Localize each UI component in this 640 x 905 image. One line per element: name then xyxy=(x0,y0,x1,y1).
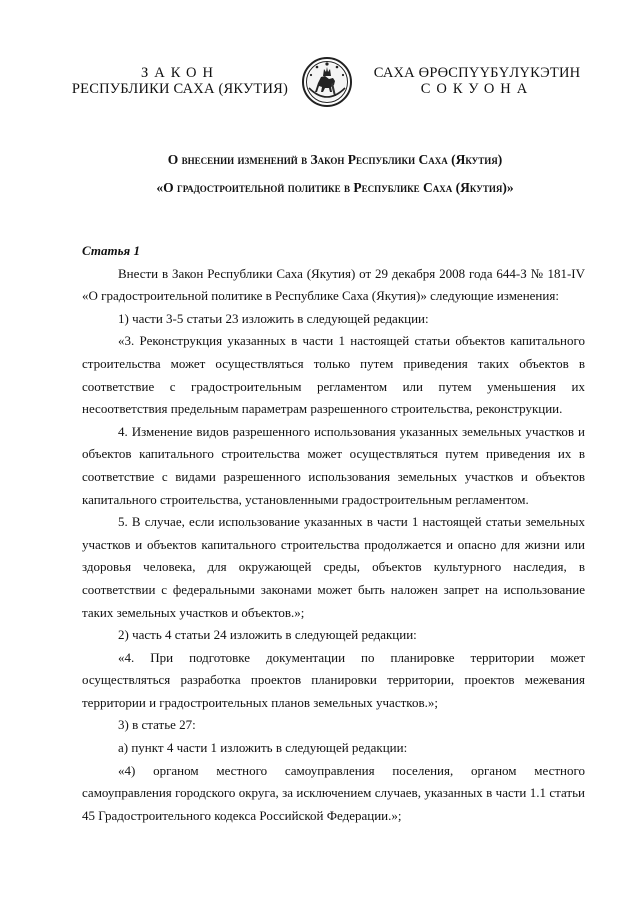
paragraph: «3. Реконструкция указанных в части 1 настоящей статьи объектов капитального строительства может осуществляться только путем приведения таких объектов в соответствие с градостроительным регламентом или путем уменьшения их несоответствия предельным параметрам разрешенного строительства, реконструкции. xyxy=(82,333,585,417)
paragraph: 3) в статье 27: xyxy=(118,717,196,733)
paragraph: 4. Изменение видов разрешенного использования указанных земельных участков и объектов капитального строительства может осуществляться путем приведения их в соответствие с видами разрешенного использования земельных участков и объектов капитального строительства, установленными градостроительным регламентом. xyxy=(82,423,585,507)
paragraph: «4) органом местного самоуправления поселения, органом местного самоуправления городского округа, за исключением случаев, указанных в части 1.1 статьи 45 Градостроительного кодекса Российской Федерации.»; xyxy=(82,762,585,823)
paragraph: 5. В случае, если использование указанных в части 1 настоящей статьи земельных участков и объектов капитального строительства продолжается и опасно для жизни или здоровья человека, для окружающей среды, объектов культурного наследия, в соответствии с федеральными законами может быть наложен запрет на использование таких земельных участков и объектов.»; xyxy=(82,514,585,620)
document-body xyxy=(82,240,585,827)
paragraph: а) пункт 4 части 1 изложить в следующей редакции: xyxy=(118,740,408,756)
article-heading: Статья 1 xyxy=(82,243,140,258)
header-right xyxy=(357,65,597,97)
paragraph: «4. При подготовке документации по планировке территории может осуществляться разработка проектов планировки территории, проектов межевания территории и градостроительных планов земельных участков.»; xyxy=(82,649,585,710)
header-right-line2: СОКУОНА xyxy=(420,81,534,97)
paragraph: Внести в Закон Республики Саха (Якутия) от 29 декабря 2008 года 644-З № 181-IV «О градостроительной политике в Республике Саха (Якутия)» следующие изменения: xyxy=(82,265,585,304)
sakha-coat-of-arms-icon xyxy=(301,56,353,108)
header-left-line1: ЗАКОН xyxy=(141,65,219,81)
paragraph: 1) части 3-5 статьи 23 изложить в следующей редакции: xyxy=(118,310,429,326)
header-right-line1: САХА ӨРӨСПҮҮБҮЛҮКЭТИН xyxy=(373,65,581,81)
document-title-line1: О внесении изменений в Закон Республики Саха (Якутия) xyxy=(167,152,503,167)
header-left-line2: РЕСПУБЛИКИ САХА (ЯКУТИЯ) xyxy=(71,81,289,97)
header-left xyxy=(60,65,300,97)
paragraph: 2) часть 4 статьи 24 изложить в следующей редакции: xyxy=(118,627,417,643)
document-title-line2: «О градостроительной политике в Республике Саха (Якутия)» xyxy=(156,180,514,195)
